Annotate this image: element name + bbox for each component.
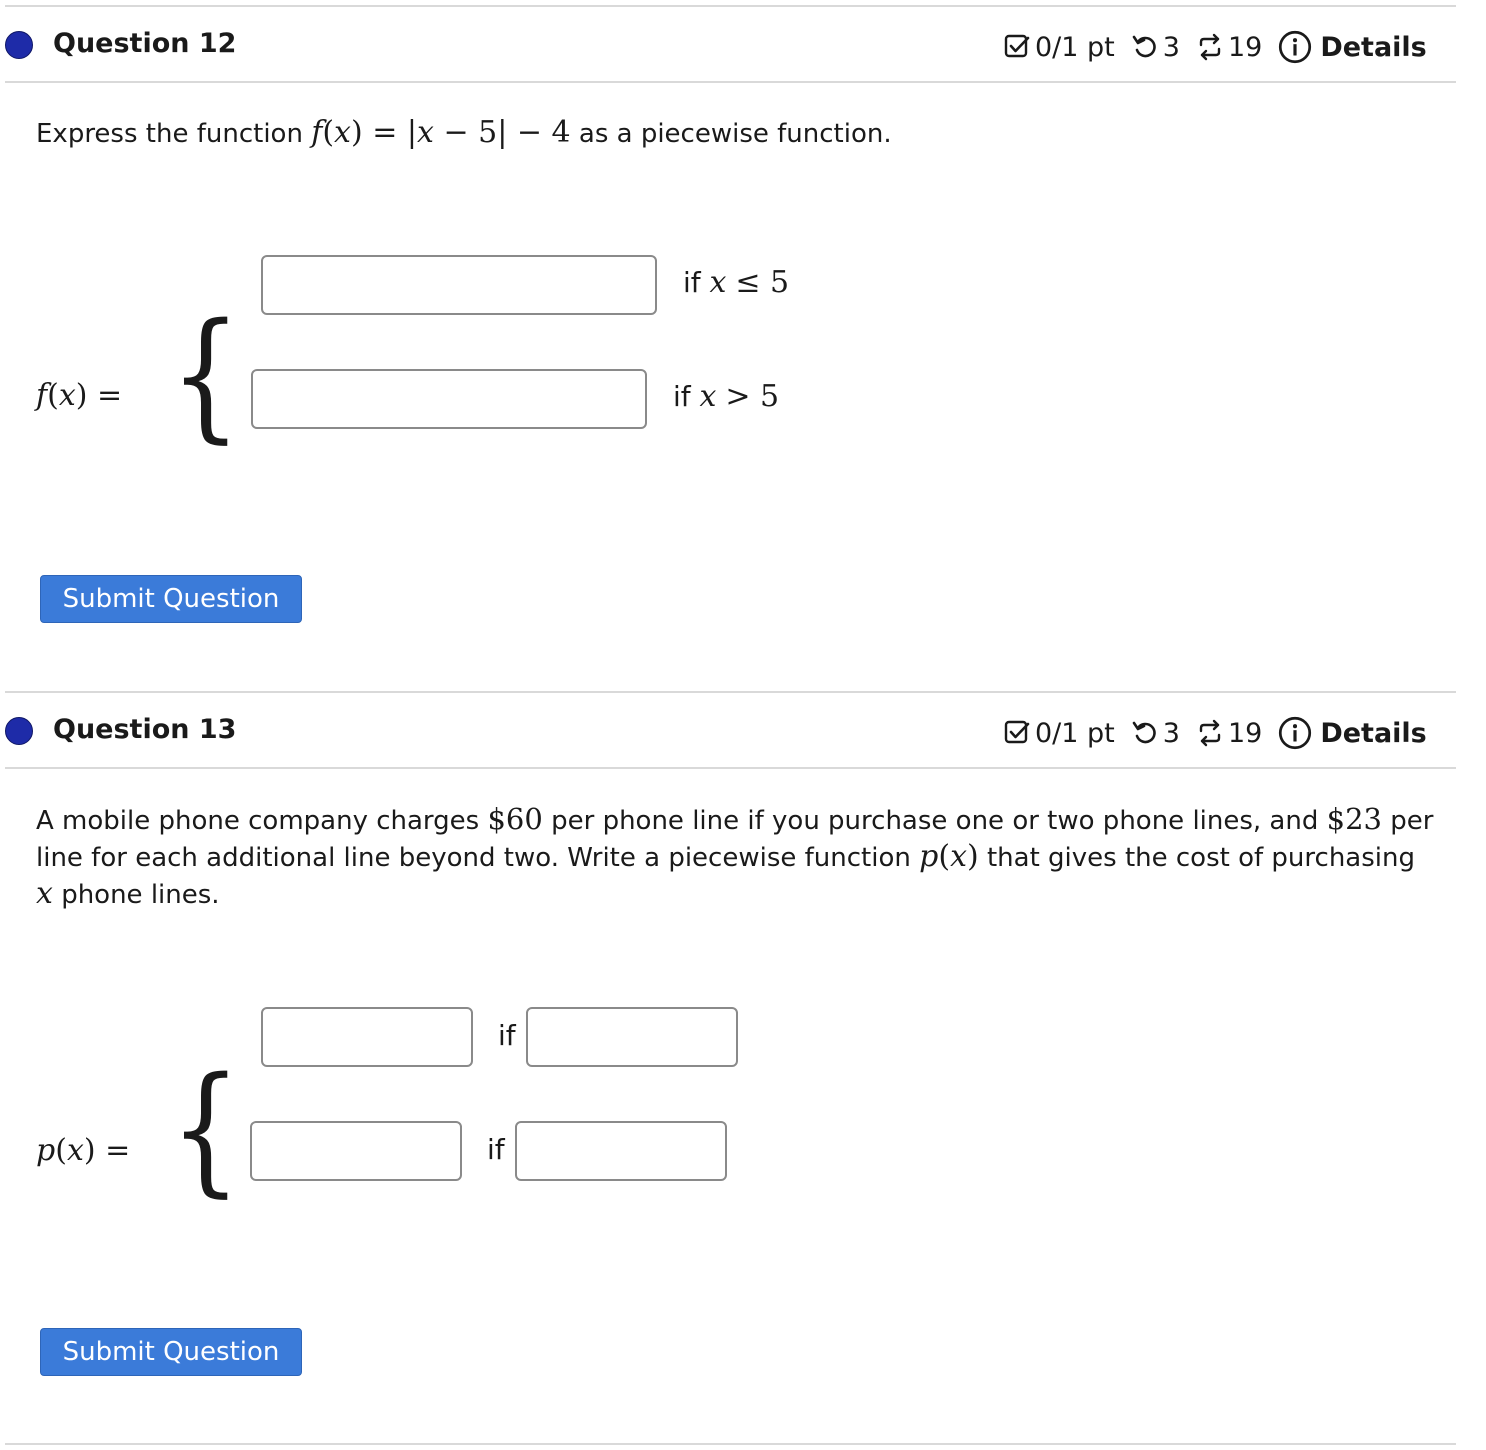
lhs-var: x	[58, 378, 76, 413]
piecewise-brace: {	[170, 294, 242, 457]
piece-2-answer-input[interactable]	[250, 1121, 462, 1181]
question-status-dot	[5, 717, 33, 745]
piece-1-answer-input[interactable]	[261, 255, 657, 315]
math-paren: )	[966, 839, 979, 874]
prompt-line-3	[36, 876, 1436, 913]
piece-2-condition	[673, 379, 779, 414]
math-x: x	[334, 115, 351, 150]
math-x: x	[417, 115, 434, 150]
piece-2-condition-input[interactable]	[515, 1121, 727, 1181]
lhs-paren: (	[55, 1133, 67, 1168]
details-link[interactable]	[1278, 30, 1426, 64]
piece-2-answer-input[interactable]	[251, 369, 647, 429]
retry-icon	[1131, 33, 1159, 61]
math-paren: (	[938, 839, 951, 874]
math-rest: − 5| − 4	[433, 115, 571, 150]
cond-rel: ≤ 5	[735, 265, 790, 300]
retries-count: 3	[1162, 31, 1180, 63]
prompt-text: per	[1390, 806, 1434, 836]
top-divider	[5, 5, 1456, 7]
piece-1-condition-input[interactable]	[526, 1007, 738, 1067]
math-price: $23	[1326, 802, 1382, 836]
question-prompt	[36, 115, 892, 152]
checkbox-icon	[1003, 33, 1031, 61]
details-label: Details	[1320, 31, 1427, 63]
piece-2-if-label: if	[487, 1133, 505, 1166]
prompt-line-1	[36, 801, 1436, 839]
question-status-dot	[5, 31, 33, 59]
question-meta	[1003, 716, 1427, 750]
function-lhs	[36, 378, 122, 413]
question-prompt	[36, 801, 1436, 913]
math-f: f	[311, 115, 323, 150]
cond-if: if	[683, 266, 701, 299]
function-lhs	[36, 1133, 130, 1168]
prompt-text: line for each additional line beyond two. Write a piecewise function	[36, 843, 911, 873]
math-x: x	[36, 876, 53, 911]
retries-count: 3	[1162, 717, 1180, 749]
math-paren: )	[350, 115, 363, 150]
prompt-text: as a piecewise function.	[578, 119, 892, 149]
question-meta	[1003, 30, 1427, 64]
prompt-line-2	[36, 839, 1436, 876]
lhs-paren: (	[47, 378, 59, 413]
math-eq: = |	[362, 115, 417, 150]
piece-1-answer-input[interactable]	[261, 1007, 473, 1067]
cond-rel: > 5	[725, 379, 780, 414]
piece-1-if-label: if	[498, 1019, 516, 1052]
math-price: $60	[487, 802, 543, 836]
cond-var: x	[699, 379, 717, 414]
attempts-count: 19	[1227, 31, 1263, 63]
lhs-func: f	[36, 378, 48, 413]
retry-icon	[1131, 719, 1159, 747]
score-text: 0/1 pt	[1035, 717, 1115, 749]
cond-var: x	[709, 265, 727, 300]
section-divider	[5, 691, 1456, 693]
question-title: Question 13	[53, 714, 237, 745]
bottom-divider	[5, 1443, 1456, 1445]
header-divider	[5, 767, 1456, 769]
details-label: Details	[1320, 717, 1427, 749]
math-p: p	[919, 839, 939, 874]
prompt-text: Express the function	[36, 119, 303, 149]
info-icon	[1278, 30, 1312, 64]
lhs-eq: ) =	[83, 1133, 131, 1168]
checkbox-icon	[1003, 719, 1031, 747]
submit-question-button[interactable]: Submit Question	[40, 575, 302, 623]
prompt-text: A mobile phone company charges	[36, 806, 480, 836]
details-link[interactable]	[1278, 716, 1426, 750]
header-divider	[5, 81, 1456, 83]
prompt-text: phone lines.	[61, 880, 220, 910]
score-text: 0/1 pt	[1035, 31, 1115, 63]
piecewise-brace: {	[170, 1048, 242, 1211]
piece-1-condition	[683, 265, 789, 300]
info-icon	[1278, 716, 1312, 750]
lhs-var: x	[66, 1133, 84, 1168]
submit-question-button[interactable]: Submit Question	[40, 1328, 302, 1376]
math-x: x	[950, 839, 967, 874]
question-title: Question 12	[53, 28, 237, 59]
attempts-icon	[1196, 719, 1224, 747]
attempts-icon	[1196, 33, 1224, 61]
lhs-eq: ) =	[75, 378, 123, 413]
attempts-count: 19	[1227, 717, 1263, 749]
prompt-text: that gives the cost of purchasing	[986, 843, 1415, 873]
cond-if: if	[673, 380, 691, 413]
lhs-func: p	[36, 1133, 56, 1168]
prompt-text: per phone line if you purchase one or two phone lines, and	[551, 806, 1319, 836]
math-paren: (	[322, 115, 335, 150]
